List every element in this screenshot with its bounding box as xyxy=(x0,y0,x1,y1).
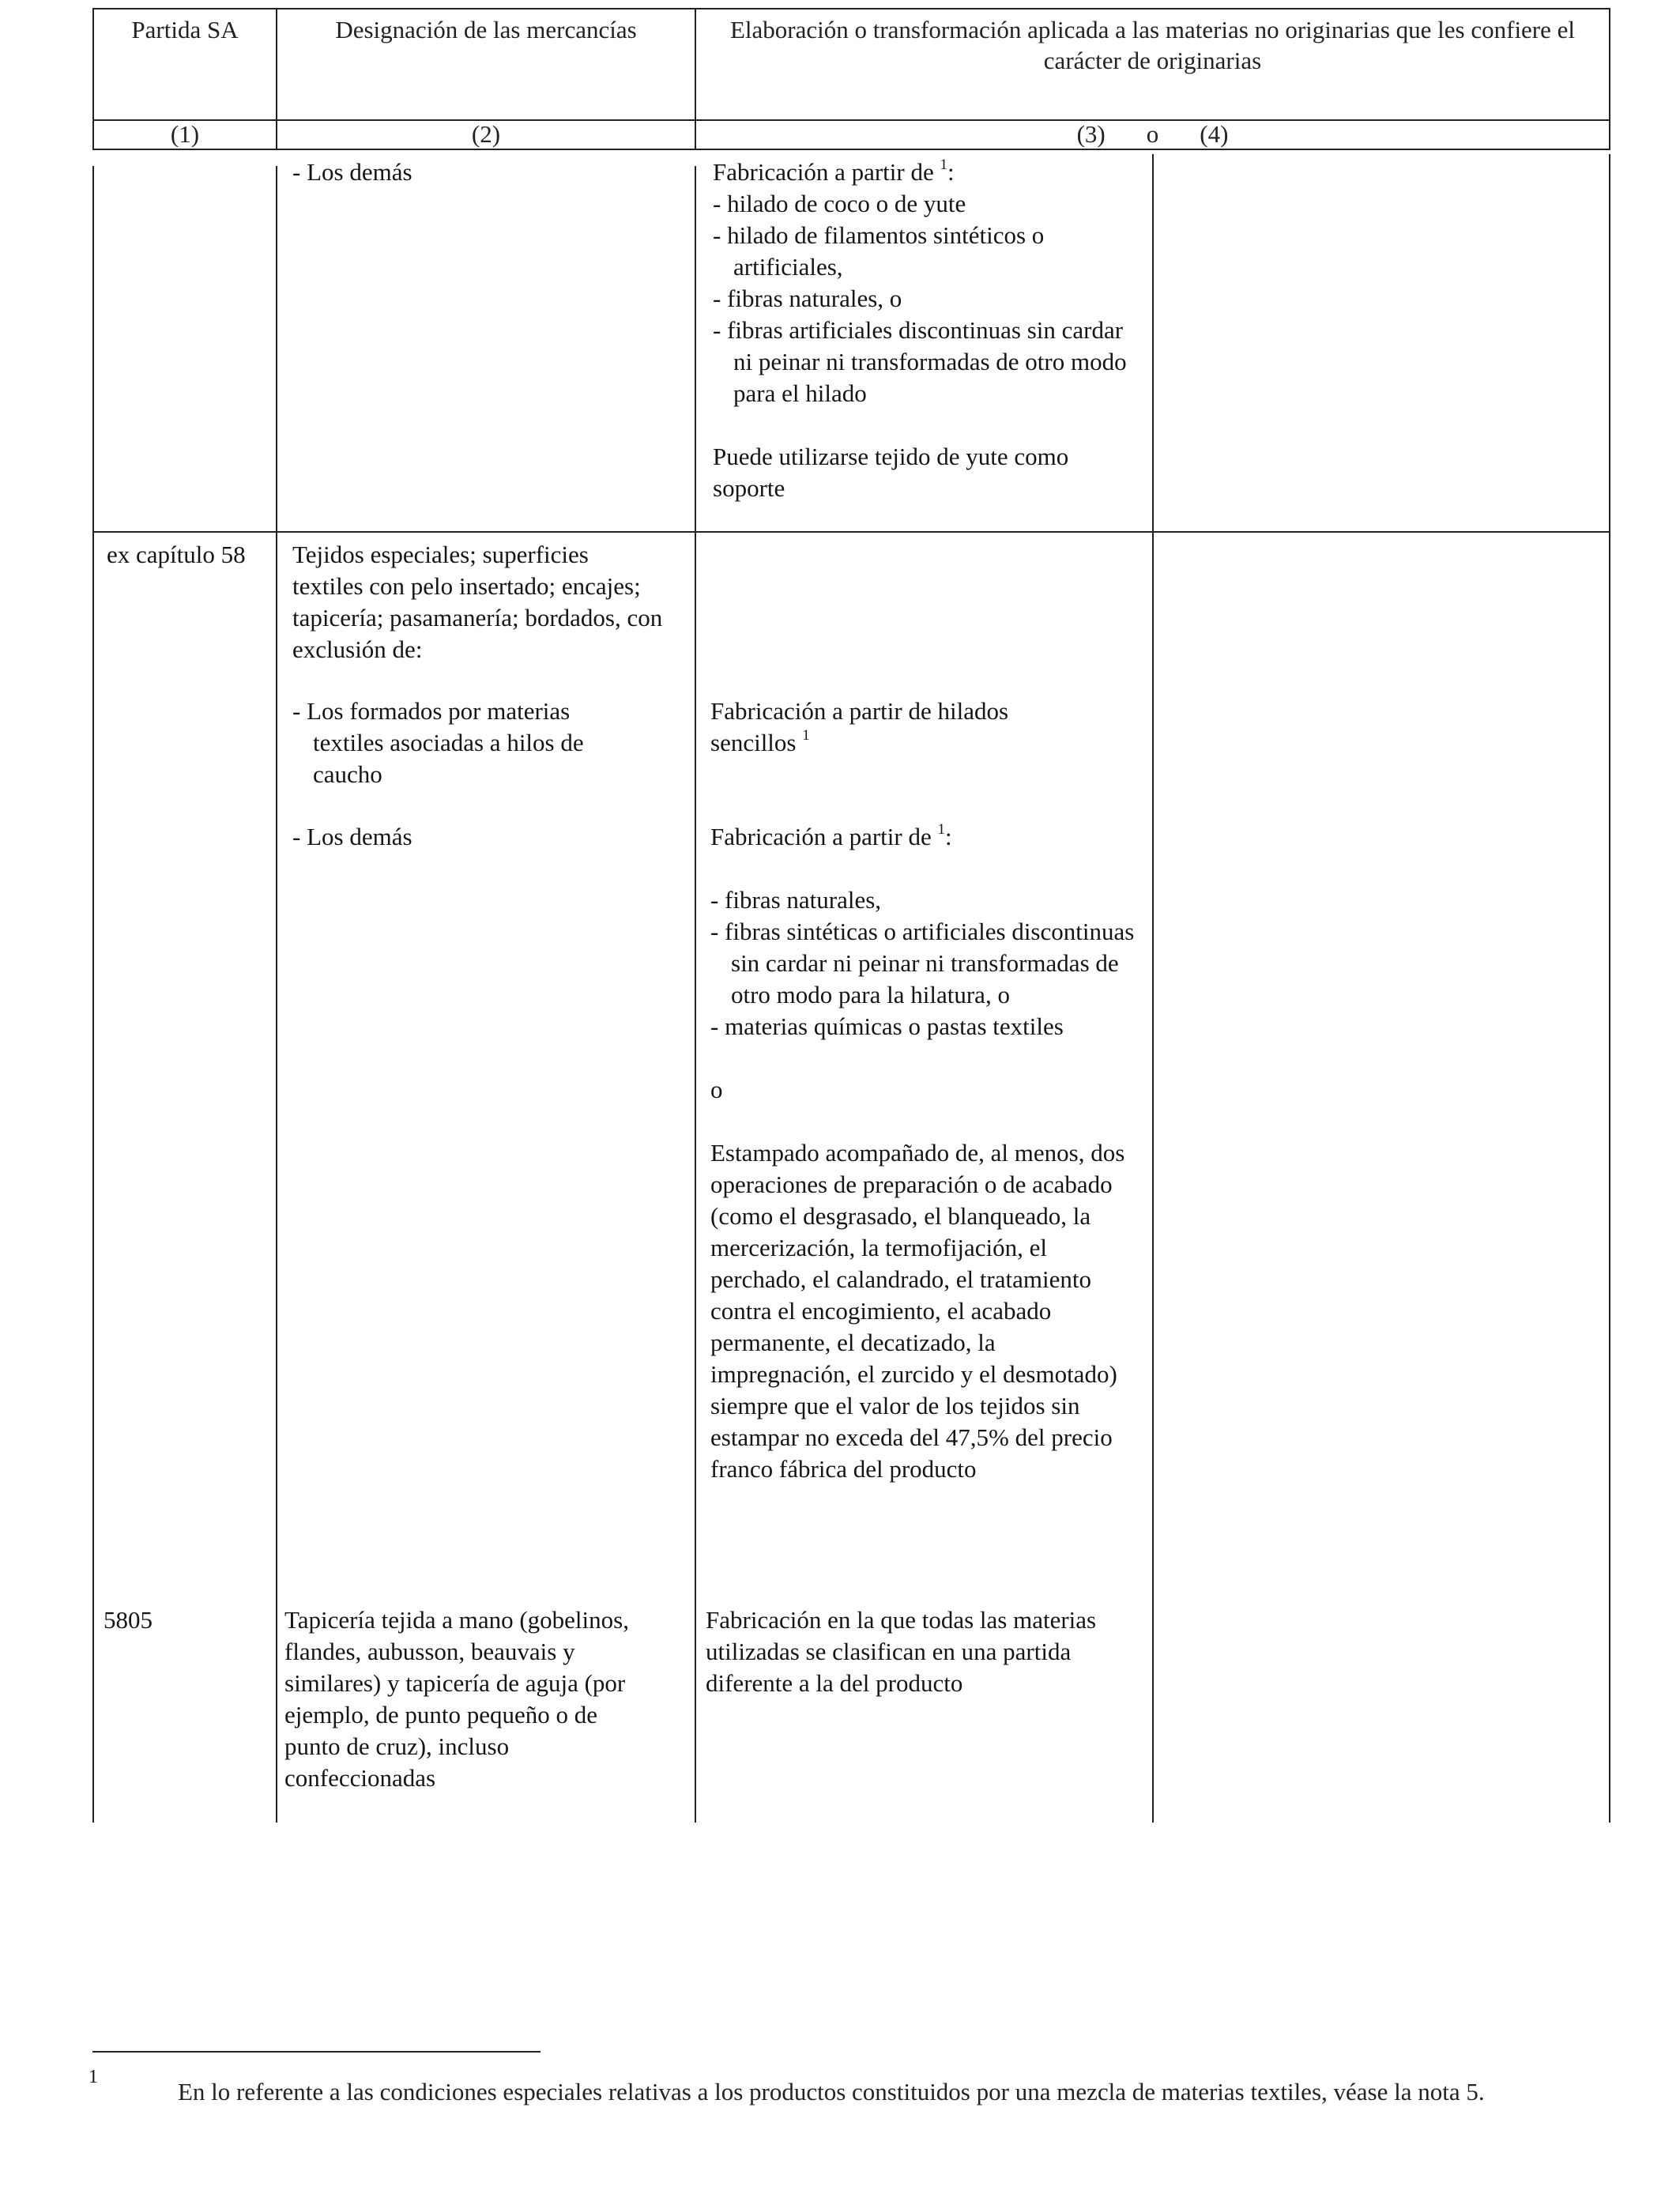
row4-item: - fibras naturales, xyxy=(710,886,882,914)
row5-designation-text: Tapicería tejida a mano (gobelinos, flandes, aubusson, beauvais y similares) y tapicería de aguja (por ejemplo, de punto pequeño o de punto de cruz), incluso confeccionadas xyxy=(284,1606,629,1792)
row2-designation-text: Tejidos especiales; superficies textiles con pelo insertado; encajes; tapicería; pasamanería; bordados, con exclusión de: xyxy=(292,541,663,663)
row1-item: - hilado de filamentos sintéticos o artificiales, xyxy=(713,221,1045,281)
row4-alt-rule: Estampado acompañado de, al menos, dos operaciones de preparación o de acabado (como el desgrasado, el blanqueado, la mercerización, la termofijación, el perchado, el calandrado, el tratamiento contra el encogimiento, el acabado permanente, el decatizado, la impregnación, el zurcido y el desmotado) siempre que el valor de los tejidos sin estampar no exceda del 47,5% del precio franco fábrica del producto xyxy=(710,1139,1125,1483)
header-elaboracion: Elaboración o transformación aplicada a las materias no originarias que les confiere el carácter de originarias xyxy=(695,9,1610,120)
row5-rule xyxy=(706,1604,1101,1699)
col-border-right xyxy=(1609,154,1610,1823)
row4-designation-text: - Los demás xyxy=(292,823,412,850)
header-num-1: (1) xyxy=(93,120,277,149)
row3-rule-body: Fabricación a partir de hilados sencillos xyxy=(710,697,1009,756)
row4-item: - materias químicas o pastas textiles xyxy=(710,1012,1064,1040)
header-num-4: (4) xyxy=(1200,120,1229,148)
row3-designation-text: - Los formados por materias textiles asociadas a hilos de caucho xyxy=(292,697,584,788)
row4-designation xyxy=(292,821,664,853)
row1-item: - hilado de coco o de yute xyxy=(713,190,966,217)
table-header xyxy=(92,8,1610,150)
footnote-text: En lo referente a las condiciones especiales relativas a los productos constituidos por una mezcla de materias textiles, véase la nota 5. xyxy=(178,2078,1485,2105)
row1-rule-colon: : xyxy=(947,158,955,186)
row1-item: - fibras naturales, o xyxy=(713,285,902,312)
col-border-3-4 xyxy=(1152,154,1154,1823)
row4-rule xyxy=(710,821,1137,1485)
footnote-separator xyxy=(92,2051,541,2053)
row2-heading-text: ex capítulo 58 xyxy=(107,541,246,568)
row2-heading xyxy=(107,539,265,571)
row5-heading-text: 5805 xyxy=(104,1606,153,1634)
row1-rule xyxy=(713,156,1139,504)
header-num-2: (2) xyxy=(277,120,695,149)
row3-footnote-ref: 1 xyxy=(802,726,810,744)
row1-rule-note: Puede utilizarse tejido de yute como soporte xyxy=(713,443,1069,502)
row1-rule-intro xyxy=(713,156,1139,188)
row4-rule-colon: : xyxy=(944,823,952,850)
row2-designation xyxy=(292,539,664,665)
row3-rule xyxy=(710,696,1066,759)
col-border-1-2 xyxy=(276,166,277,1823)
header-partida: Partida SA xyxy=(93,9,277,120)
row5-heading xyxy=(104,1604,262,1636)
row4-footnote-ref: 1 xyxy=(937,820,945,838)
row5-rule-text: Fabricación en la que todas las materias utilizadas se clasifican en una partida diferente a la del producto xyxy=(706,1606,1097,1697)
col-border-left xyxy=(92,166,94,1823)
header-num-3-4 xyxy=(695,120,1610,149)
footnote-number: 1 xyxy=(89,2067,98,2087)
row5-designation xyxy=(284,1604,656,1794)
row4-rule-intro-text: Fabricación a partir de xyxy=(710,823,932,850)
row1-designation xyxy=(292,156,680,188)
row1-designation-text: - Los demás xyxy=(292,158,412,186)
header-designacion: Designación de las mercancías xyxy=(277,9,695,120)
header-num-or: o xyxy=(1146,120,1159,148)
header-num-3: (3) xyxy=(1076,120,1106,148)
row1-rule-intro-text: Fabricación a partir de xyxy=(713,158,934,186)
col-border-2-3 xyxy=(695,166,696,1823)
row4-rule-intro xyxy=(710,821,1137,853)
row3-designation xyxy=(292,696,640,790)
row4-or: o xyxy=(710,1076,723,1103)
row4-item: - fibras sintéticas o artificiales discontinuas sin cardar ni peinar ni transformadas de otro modo para la hilatura, o xyxy=(710,918,1135,1008)
row-border xyxy=(92,531,1610,533)
row1-footnote-ref: 1 xyxy=(940,156,947,173)
row1-item: - fibras artificiales discontinuas sin cardar ni peinar ni transformadas de otro modo para el hilado xyxy=(713,316,1127,407)
row3-rule-text xyxy=(710,696,1066,759)
